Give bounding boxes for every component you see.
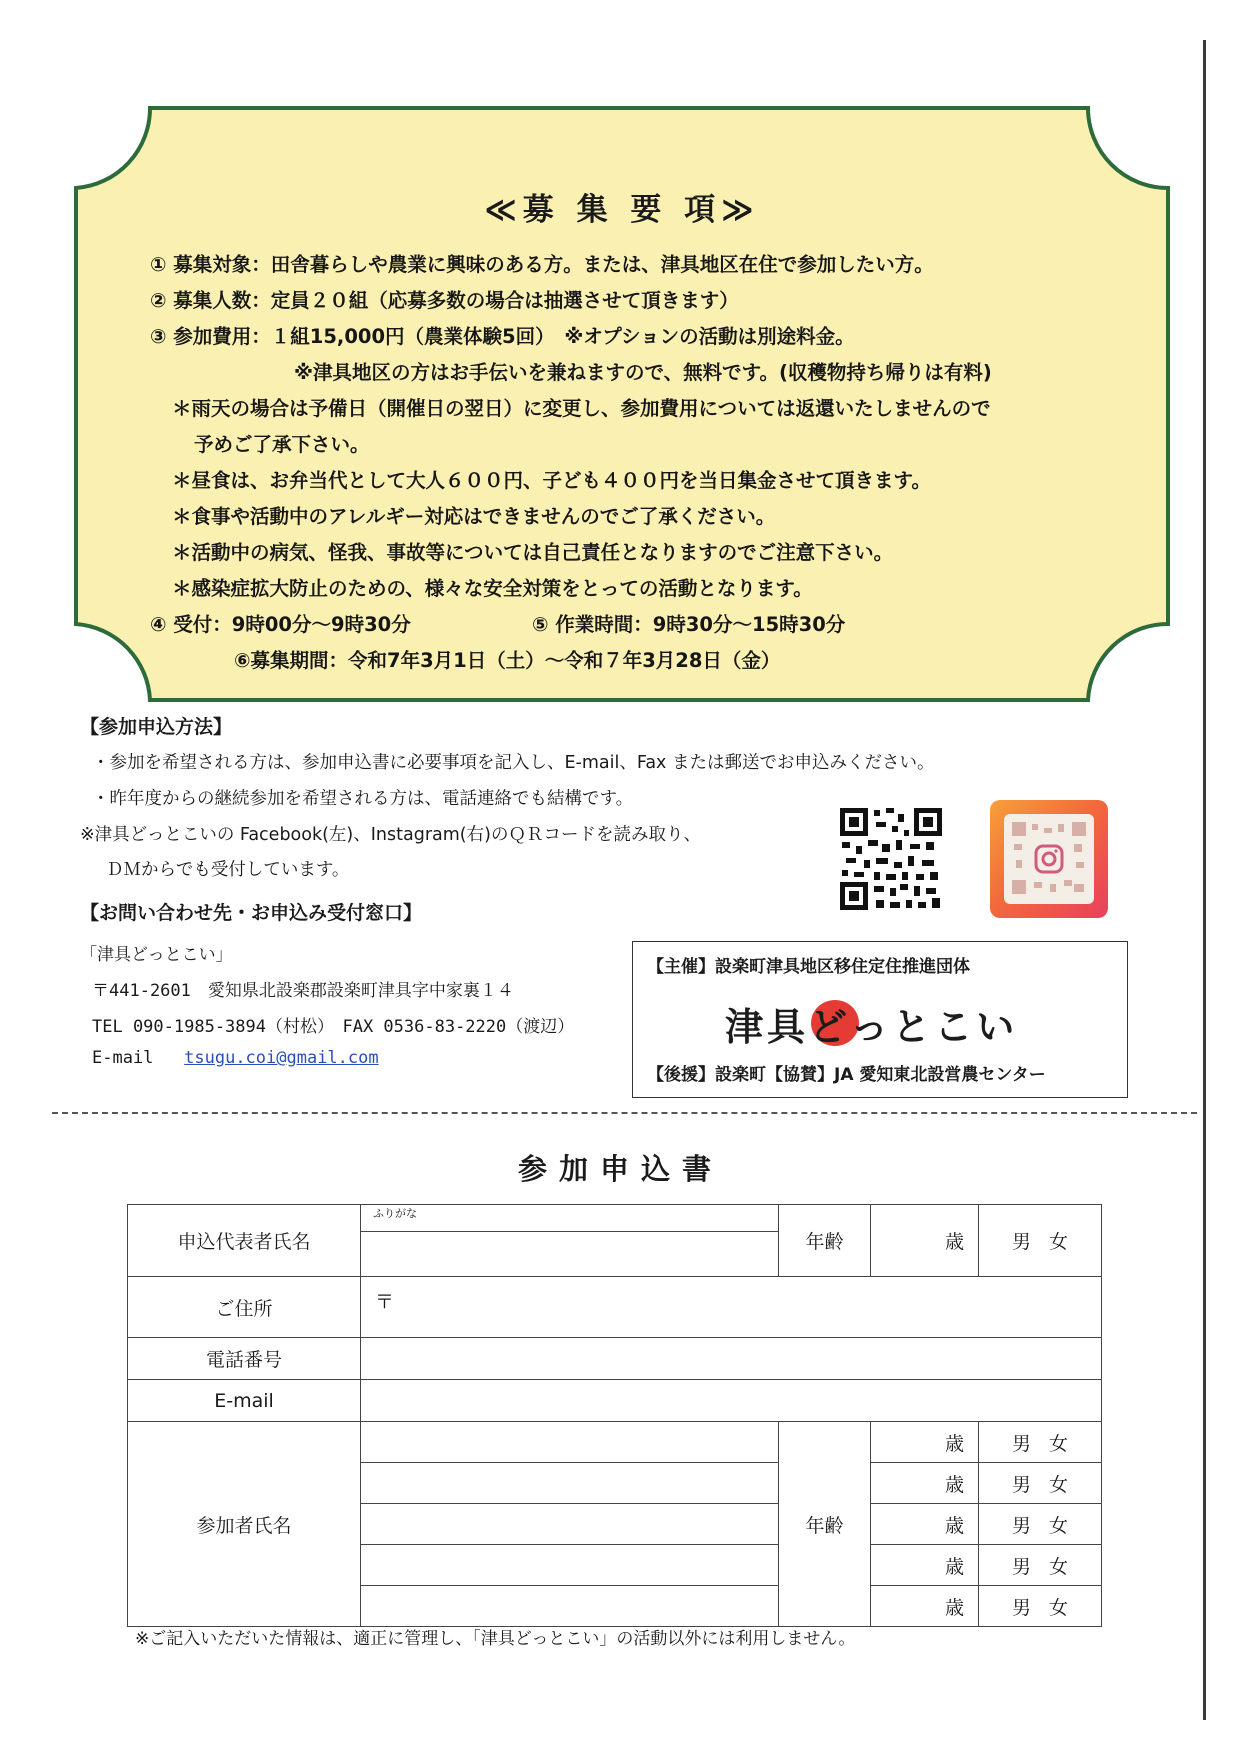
method-line-3: ※津具どっとこいの Facebook(左)、Instagram(右)のＱＲコードを読み取り、 (80, 825, 701, 845)
participant-name-field[interactable] (361, 1463, 779, 1504)
contact-address: 〒441-2601 愛知県北設楽郡設楽町津具字中家裏１４ (92, 981, 514, 1001)
furigana-field[interactable] (361, 1205, 779, 1232)
cut-line-divider (52, 1112, 1197, 1114)
sex-options: 男女 (1011, 1514, 1086, 1537)
req-fee-note: ※津具地区の方はお手伝いを兼ねますので、無料です。(収穫物持ち帰りは有料) (294, 361, 992, 384)
organizer-host: 【主催】設楽町津具地区移住定住推進団体 (647, 957, 970, 977)
req-work-time: ⑤ 作業時間：9時30分～15時30分 (532, 613, 846, 636)
req-rain: ＊雨天の場合は予備日（開催日の翌日）に変更し、参加費用については返還いたしませんので (172, 397, 991, 420)
participant-age-field[interactable] (871, 1504, 979, 1545)
req-capacity: ② 募集人数：定員２０組（応募多数の場合は抽選させて頂きます） (150, 289, 739, 312)
req-target: ① 募集対象：田舎暮らしや農業に興味のある方。または、津具地区在住で参加したい方。 (150, 253, 934, 276)
sex-options: 男女 (1011, 1231, 1086, 1253)
rep-name-field[interactable] (361, 1232, 779, 1277)
participants-age-label: 年齢 (779, 1422, 871, 1627)
participant-sex-field[interactable] (979, 1463, 1102, 1504)
rep-age-label: 年齢 (779, 1205, 871, 1277)
sex-options: 男女 (1011, 1473, 1086, 1496)
participant-age-field[interactable] (871, 1422, 979, 1463)
recruitment-frame (72, 104, 1172, 704)
sex-options: 男女 (1011, 1555, 1086, 1578)
qr-code-icon (838, 806, 944, 912)
req-liability: ＊活動中の病気、怪我、事故等については自己責任となりますのでご注意下さい。 (172, 541, 894, 564)
method-line-2: ・昨年度からの継続参加を希望される方は、電話連絡でも結構です。 (92, 789, 634, 809)
age-unit: 歳 (944, 1473, 964, 1496)
sex-options: 男女 (1011, 1596, 1086, 1619)
req-rain-cont: 予めご了承下さい。 (194, 433, 370, 456)
instagram-qr-icon (990, 800, 1108, 918)
rep-name-label: 申込代表者氏名 (128, 1205, 361, 1277)
participant-sex-field[interactable] (979, 1422, 1102, 1463)
req-fee: ③ 参加費用：１組15,000円（農業体験5回） ※オプションの活動は別途料金。 (150, 325, 855, 348)
contact-email-label: E-mail (92, 1048, 154, 1068)
participant-name-field[interactable] (361, 1422, 779, 1463)
participant-name-field[interactable] (361, 1586, 779, 1627)
method-line-4: ＤＭからでも受付しています。 (106, 860, 350, 880)
address-field[interactable] (361, 1277, 1102, 1338)
req-lunch: ＊昼食は、お弁当代として大人６００円、子ども４００円を当日集金させて頂きます。 (172, 469, 931, 492)
age-unit: 歳 (944, 1231, 964, 1253)
participant-age-field[interactable] (871, 1463, 979, 1504)
age-unit: 歳 (944, 1432, 964, 1455)
req-allergy: ＊食事や活動中のアレルギー対応はできませんのでご了承ください。 (172, 505, 776, 528)
phone-field[interactable] (361, 1338, 1102, 1380)
postal-mark: 〒 (375, 1291, 395, 1313)
logo-text: 津具どっとこい (725, 1004, 1019, 1049)
participant-age-field[interactable] (871, 1545, 979, 1586)
scan-edge-line (1203, 40, 1206, 1720)
participant-age-field[interactable] (871, 1586, 979, 1627)
method-heading: 【参加申込方法】 (80, 716, 233, 738)
contact-heading: 【お問い合わせ先・お申込み受付窓口】 (80, 902, 423, 924)
recruitment-title: ≪募 集 要 項≫ (484, 192, 760, 228)
contact-org-name: 「津具どっとこい」 (80, 945, 233, 965)
organization-logo (725, 994, 1045, 1052)
participant-sex-field[interactable] (979, 1545, 1102, 1586)
email-label: E-mail (128, 1380, 361, 1422)
furigana-label: ふりがな (373, 1207, 417, 1220)
address-label: ご住所 (128, 1277, 361, 1338)
rep-sex-field[interactable] (979, 1205, 1102, 1277)
participants-label: 参加者氏名 (128, 1422, 361, 1627)
rep-age-field[interactable] (871, 1205, 979, 1277)
contact-email-row (92, 1048, 379, 1068)
participant-sex-field[interactable] (979, 1586, 1102, 1627)
organizer-box (632, 941, 1128, 1098)
contact-phone-fax: TEL 090-1985-3894（村松） FAX 0536-83-2220（渡辺） (92, 1017, 575, 1037)
phone-label: 電話番号 (128, 1338, 361, 1380)
participant-name-field[interactable] (361, 1504, 779, 1545)
req-safety: ＊感染症拡大防止のための、様々な安全対策をとっての活動となります。 (172, 577, 813, 600)
req-period: ⑥募集期間：令和7年3月1日（土）～令和７年3月28日（金） (234, 649, 781, 672)
email-field[interactable] (361, 1380, 1102, 1422)
privacy-note: ※ご記入いただいた情報は、適正に管理し、「津具どっとこい」の活動以外には利用しません。 (135, 1629, 856, 1649)
participant-name-field[interactable] (361, 1545, 779, 1586)
organizer-support: 【後援】設楽町【協賛】JA 愛知東北設営農センター (647, 1065, 1046, 1085)
participant-sex-field[interactable] (979, 1504, 1102, 1545)
req-reception: ④ 受付：9時00分～9時30分 (150, 613, 411, 636)
age-unit: 歳 (944, 1514, 964, 1537)
age-unit: 歳 (944, 1555, 964, 1578)
form-title: 参加申込書 (517, 1152, 723, 1186)
contact-email-link[interactable]: tsugu.coi@gmail.com (184, 1048, 379, 1068)
sex-options: 男女 (1011, 1432, 1086, 1455)
age-unit: 歳 (944, 1596, 964, 1619)
method-line-1: ・参加を希望される方は、参加申込書に必要事項を記入し、E-mail、Fax または郵送でお申込みください。 (92, 753, 935, 773)
application-form-table (127, 1204, 1102, 1627)
